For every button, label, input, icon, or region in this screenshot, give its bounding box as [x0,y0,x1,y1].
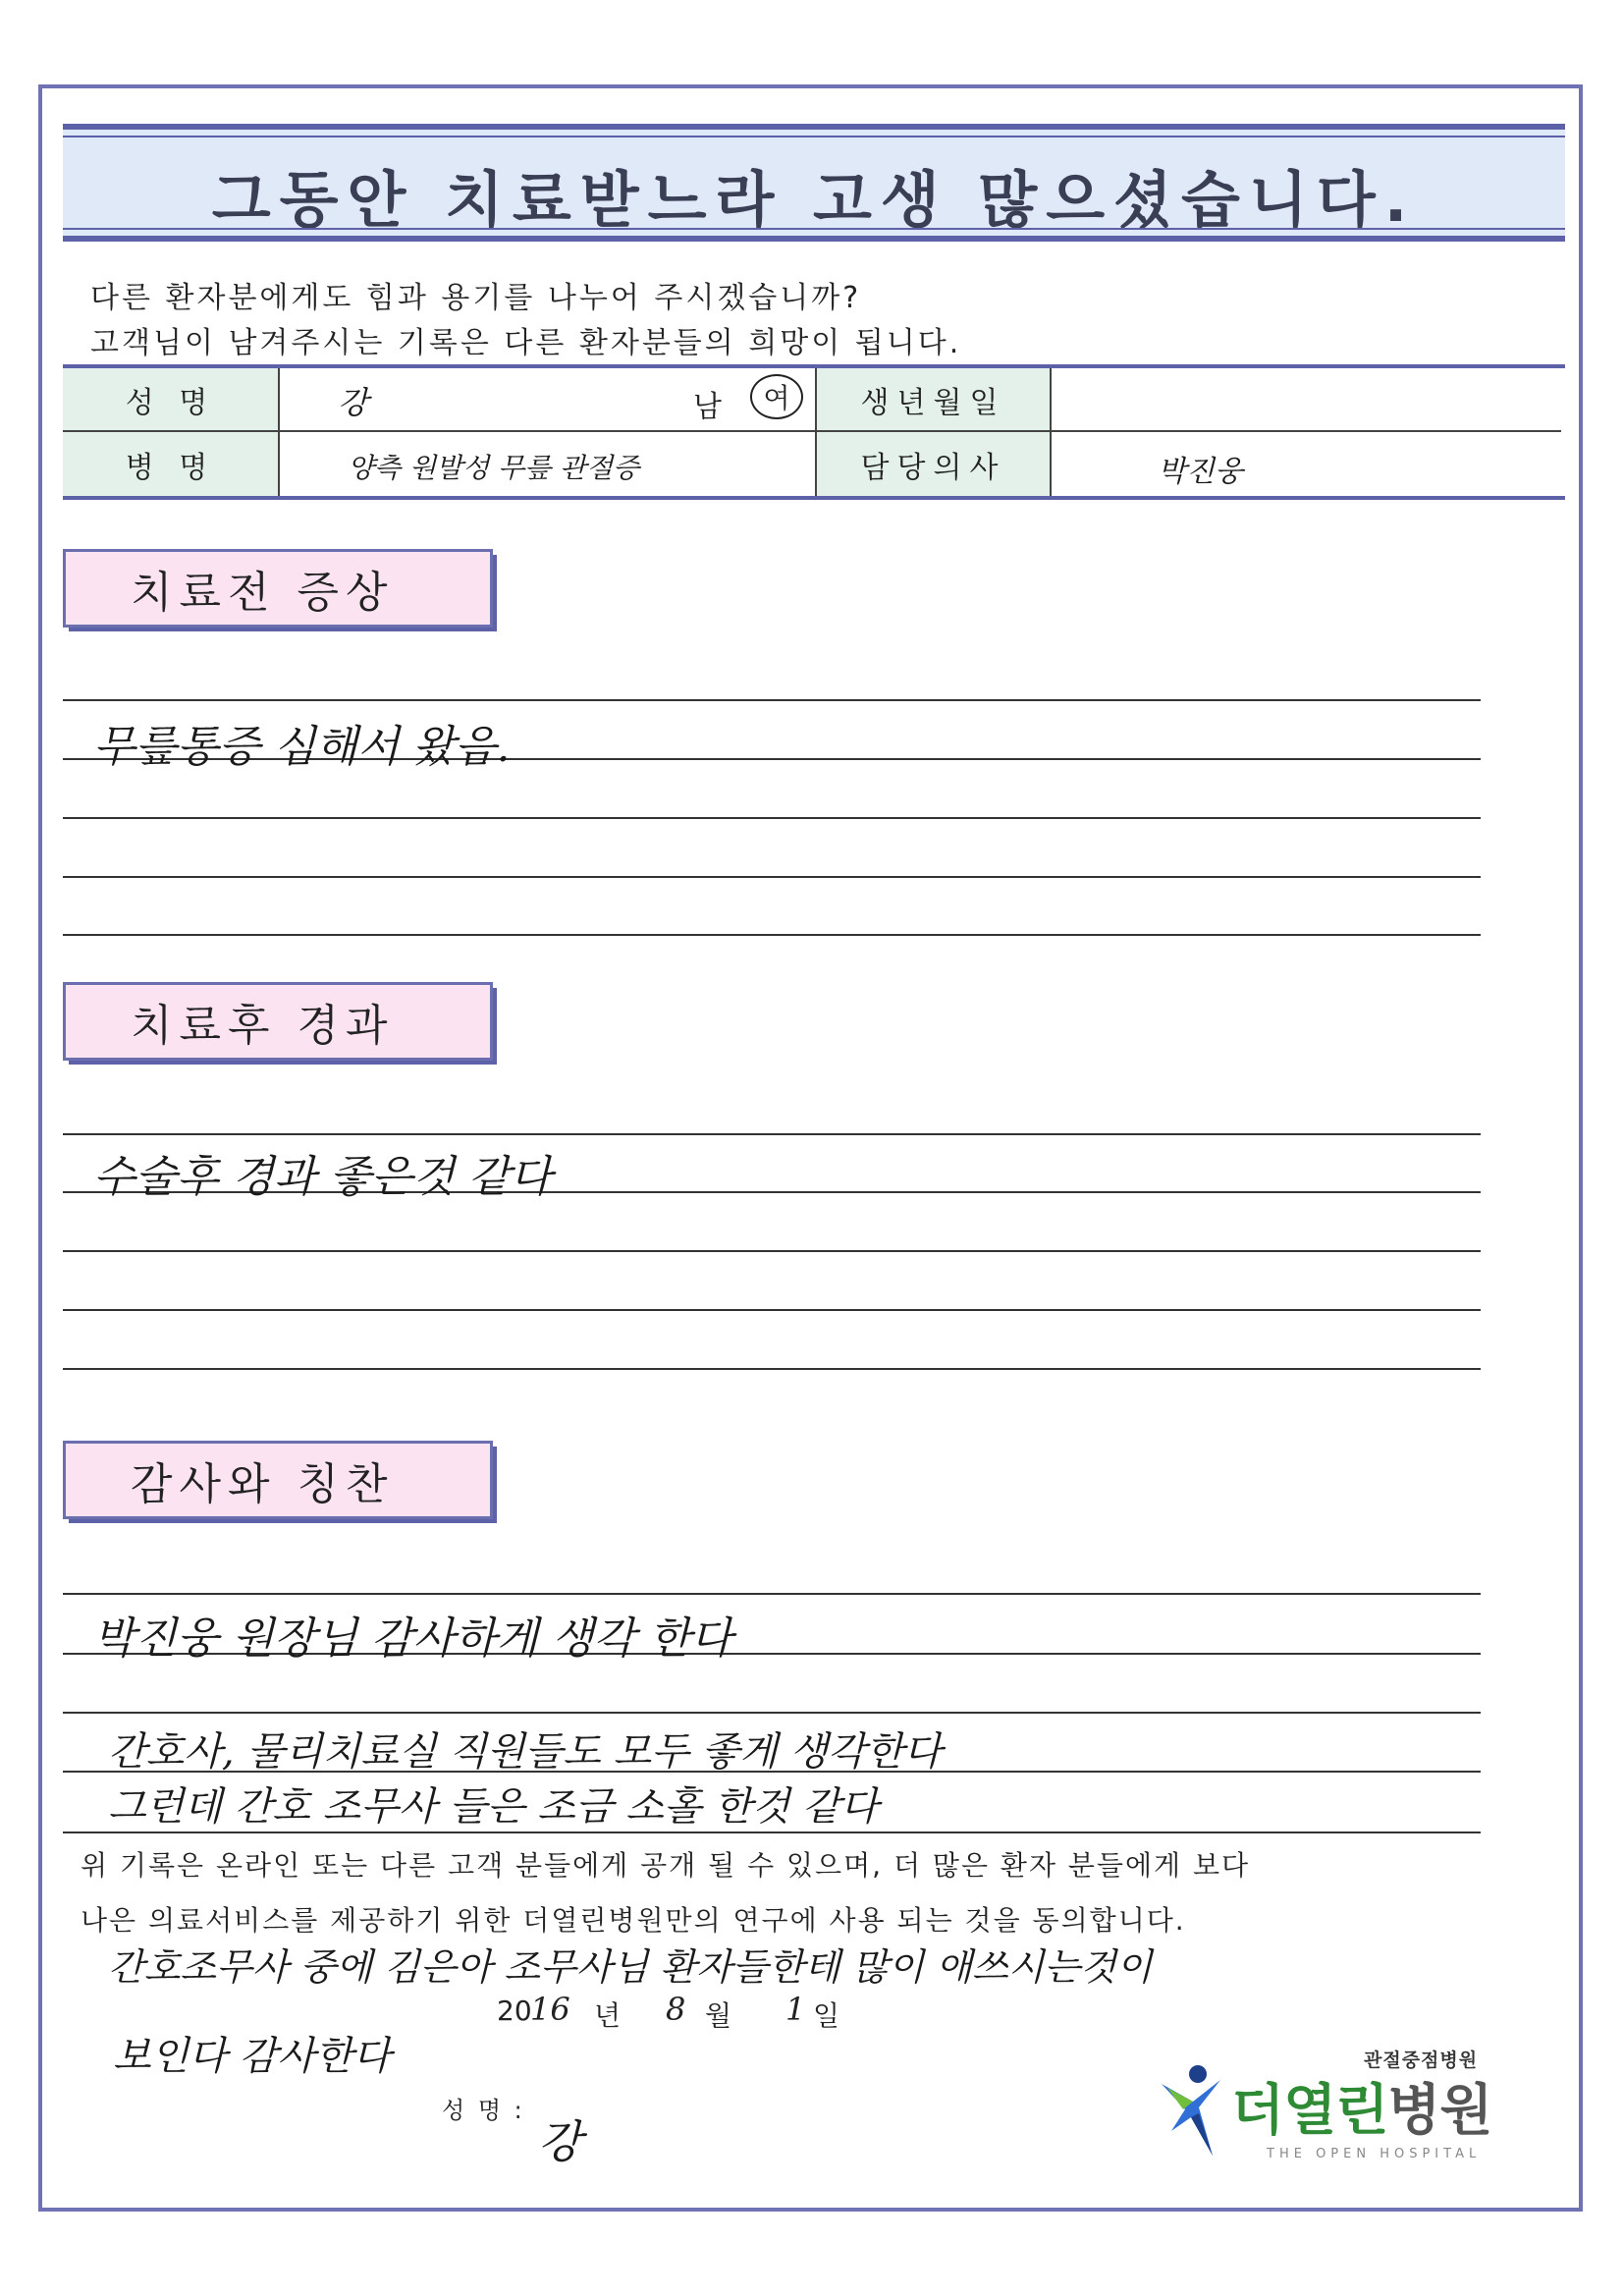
birth-label: 생년월일 [817,368,1050,430]
writing-line [63,1250,1481,1252]
title-banner [63,124,1565,242]
date-year-unit: 년 [594,1999,622,2032]
section-before-treatment-header: 치료전 증상 [63,549,493,628]
doctor-label: 담당의사 [817,432,1050,496]
table-col-divider [278,368,280,496]
writing-line [63,1368,1481,1370]
writing-line [63,817,1481,819]
thanks-line-2: 간호사, 물리치료실 직원들도 모두 좋게 생각한다 [108,1729,943,1775]
logo-name-green: 더열린 [1231,2079,1388,2143]
section-after-treatment-header: 치료후 경과 [63,982,493,1061]
disease-value: 양측 원발성 무릎 관절증 [348,452,640,484]
hospital-logo-icon [1154,2062,1228,2160]
writing-line [63,699,1481,701]
writing-line [63,1309,1481,1311]
gender-male-option: 남 [693,390,722,424]
hospital-logo-text [1231,2067,1492,2146]
writing-line [63,876,1481,878]
banner-title: 그동안 치료받느라 고생 많으셨습니다. [211,164,1417,236]
table-row-divider [63,430,1561,432]
date-month-value: 8 [666,1991,686,2028]
patient-name-value: 강 [338,384,368,421]
date-month-unit: 월 [705,1999,732,2032]
date-day-unit: 일 [813,1999,840,2032]
patient-info-table [63,364,1565,500]
date-day-value: 1 [785,1991,806,2028]
thanks-line-4: 간호조무사 중에 김은아 조무사님 환자들한테 많이 애쓰시는것이 [108,1945,1153,1989]
date-year-prefix: 20 [497,1995,532,2027]
thanks-line-5: 보인다 감사한다 [113,2034,392,2079]
thanks-line-1: 박진웅 원장님 감사하게 생각 한다 [93,1613,732,1664]
consent-line-2: 나은 의료서비스를 제공하기 위한 더열린병원만의 연구에 사용 되는 것을 동의합니다. [81,1904,1186,1937]
disease-label: 병 명 [63,432,278,496]
intro-line-2: 고객님이 남겨주시는 기록은 다른 환자분들의 희망이 됩니다. [90,326,962,360]
thanks-line-3: 그런데 간호 조무사 들은 조금 소홀 한것 같다 [108,1784,879,1830]
logo-english: THE OPEN HOSPITAL [1267,2147,1482,2161]
name-label: 성 명 [63,368,278,430]
logo-name-grey: 병원 [1387,2079,1492,2143]
writing-line [63,1831,1481,1833]
writing-line [63,1593,1481,1595]
consent-line-1: 위 기록은 온라인 또는 다른 고객 분들에게 공개 될 수 있으며, 더 많은 환자 분들에게 보다 [81,1849,1251,1882]
signature-value: 강 [538,2115,582,2168]
logo-subtitle: 관절중점병원 [1364,2050,1479,2071]
table-col-divider [815,368,817,496]
after-treatment-text: 수술후 경과 좋은것 같다 [93,1152,552,1202]
writing-line [63,1133,1481,1135]
before-treatment-text: 무릎통증 심해서 왔음. [93,722,511,772]
writing-line [63,1712,1481,1714]
date-year-value: 16 [530,1991,570,2028]
table-col-divider [1050,368,1052,496]
intro-line-1: 다른 환자분에게도 힘과 용기를 나누어 주시겠습니까? [90,281,862,315]
gender-female-option-circled: 여 [750,374,803,419]
doctor-value: 박진웅 [1158,455,1243,489]
section-thanks-header: 감사와 칭찬 [63,1441,493,1519]
writing-line [63,934,1481,936]
signature-label: 성 명 : [442,2097,525,2124]
